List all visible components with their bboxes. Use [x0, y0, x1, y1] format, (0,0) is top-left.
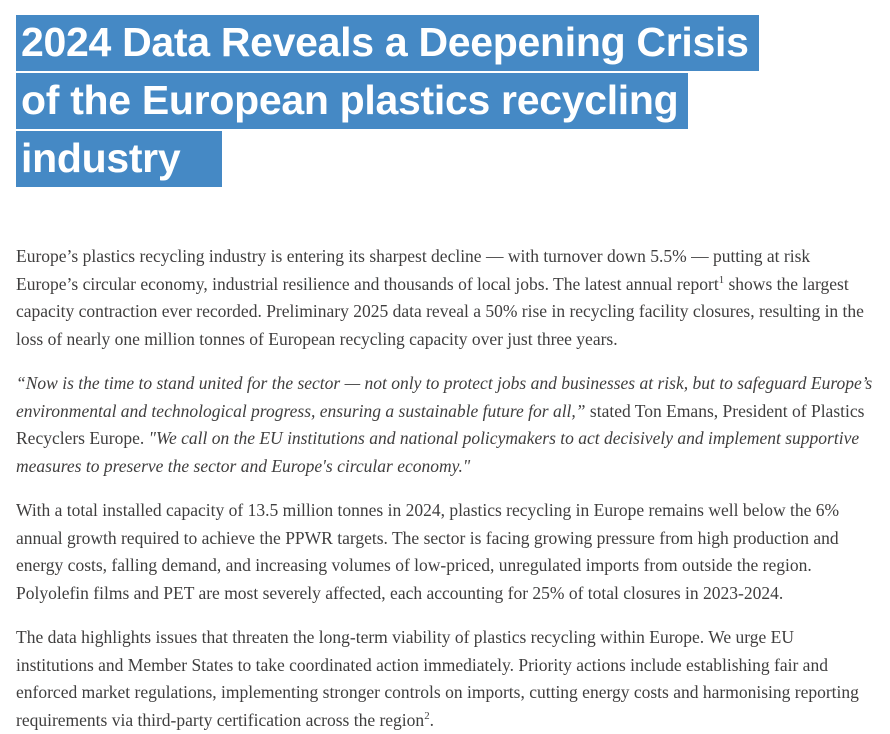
paragraph-intro — [16, 243, 876, 353]
headline-line-3: industry — [16, 131, 876, 187]
quote-part-1: “Now is the time to stand united for the sector — not only to protect jobs and businesses at risk, but to safeguard Europe’s environmental and technological progress, ensuring a sustainable future for all,” — [16, 373, 873, 421]
quote-part-2: "We call on the EU institutions and national policymakers to act decisively and implement supportive measures to preserve the sector and Europe's circular economy." — [16, 428, 860, 476]
paragraph-actions — [16, 624, 876, 734]
paragraph-actions-text: The data highlights issues that threaten the long-term viability of plastics recycling within Europe. We urge EU institutions and Member States to take coordinated action immediately. Priority actions include establishing fair and enforced market regulations, implementing stronger controls on imports, cutting energy costs and harmonising reporting requirements via third-party certification across the region — [16, 627, 859, 730]
article-body — [16, 243, 876, 734]
footnote-ref-2[interactable]: 2 — [424, 709, 430, 722]
page-title — [16, 15, 876, 187]
paragraph-intro-text: Europe’s plastics recycling industry is entering its sharpest decline — with turnover down 5.5% — putting at risk Europe’s circular economy, industrial resilience and thousands of local jobs. The latest annual report — [16, 246, 811, 294]
headline-line-1: 2024 Data Reveals a Deepening Crisis — [16, 15, 876, 71]
paragraph-intro-text-cont: shows the largest capacity contraction ever recorded. Preliminary 2025 data reveal a 50% rise in recycling facility closures, resulting in the loss of nearly one million tonnes of European recycling capacity over just three years. — [16, 273, 864, 349]
footnote-ref-1[interactable]: 1 — [718, 273, 725, 286]
paragraph-quote — [16, 370, 876, 480]
paragraph-actions-text-cont: . — [429, 709, 434, 730]
quote-attribution: stated Ton Emans, President of Plastics Recyclers Europe. — [16, 400, 865, 448]
paragraph-capacity: With a total installed capacity of 13.5 million tonnes in 2024, plastics recycling in Europe remains well below the 6% annual growth required to achieve the PPWR targets. The sector is facing growing pressure from high production and energy costs, falling demand, and increasing volumes of low-priced, unregulated imports from outside the region. Polyolefin films and PET are most severely affected, each accounting for 25% of total closures in 2023-2024. — [16, 500, 840, 603]
headline-line-2: of the European plastics recycling — [16, 73, 876, 129]
